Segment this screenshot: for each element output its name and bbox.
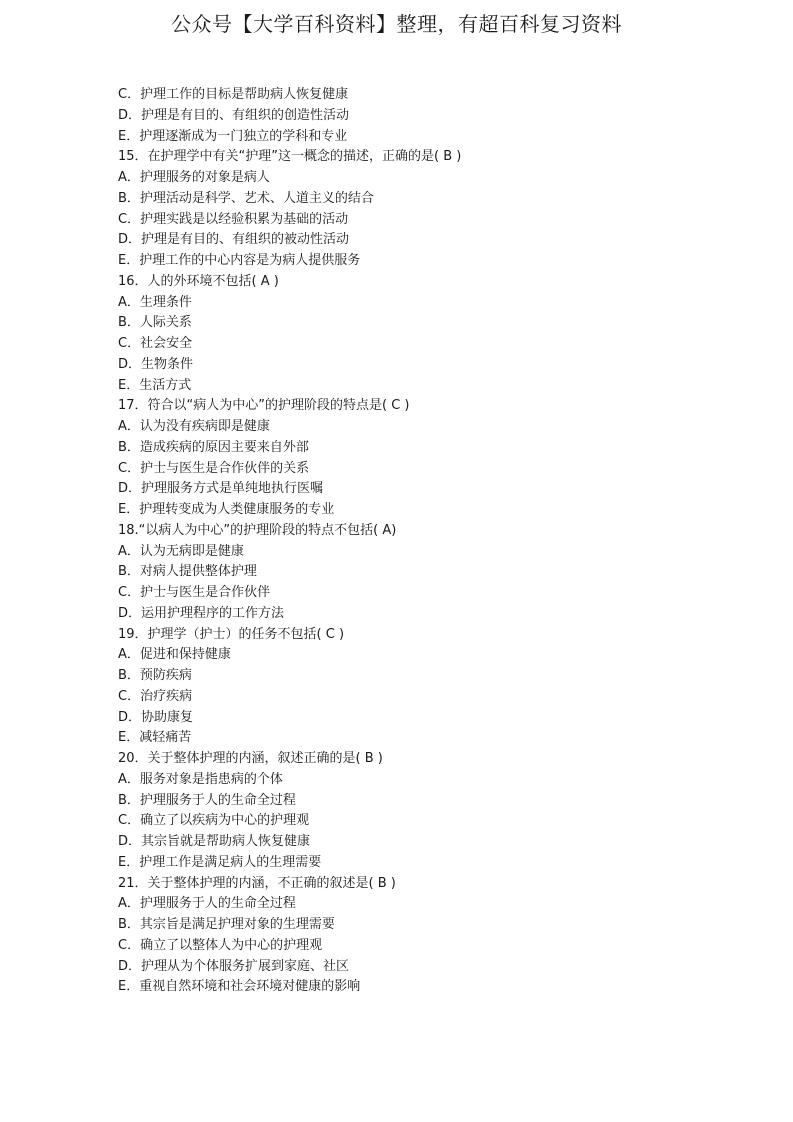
answer-option: E．护理工作是满足病人的生理需要 — [118, 854, 322, 870]
answer-option: D．护理服务方式是单纯地执行医嘱 — [118, 481, 324, 497]
text-line: C．护理工作的目标是帮助病人恢复健康 — [118, 87, 349, 102]
answer-option: D．生物条件 — [118, 356, 194, 372]
answer-option: D．协助康复 — [118, 709, 194, 725]
answer-option: D．运用护理程序的工作方法 — [118, 605, 285, 621]
answer-option: B．预防疾病 — [118, 668, 192, 683]
answer-option: E．护理转变成为人类健康服务的专业 — [118, 502, 335, 517]
answer-option: A．促进和保持健康 — [118, 647, 231, 663]
answer-option: A．认为无病即是健康 — [118, 543, 244, 559]
answer-option: B．其宗旨是满足护理对象的生理需要 — [118, 917, 335, 932]
answer-option: B．护理服务于人的生命全过程 — [118, 792, 296, 808]
answer-option: E．减轻痛苦 — [118, 730, 192, 746]
answer-option: D．护理从为个体服务扩展到家庭、社区 — [118, 958, 350, 974]
question-stem: 17．符合以“病人为中心”的护理阶段的特点是( C ) — [118, 398, 410, 414]
answer-option: C．社会安全 — [118, 336, 193, 351]
answer-option: C．护士与医生是合作伙伴的关系 — [118, 460, 310, 476]
answer-option: E．生活方式 — [118, 377, 192, 393]
answer-option: D．护理是有目的、有组织的被动性活动 — [118, 232, 350, 248]
answer-option: E．护理工作的中心内容是为病人提供服务 — [118, 253, 361, 268]
text-line: E．护理逐渐成为一门独立的学科和专业 — [118, 128, 348, 144]
page-header: 公众号【大学百科资料】整理，有超百科复习资料 — [171, 12, 622, 36]
answer-option: B．护理活动是科学、艺术、人道主义的结合 — [118, 190, 374, 206]
question-stem: 16．人的外环境不包括( A ) — [118, 273, 279, 289]
question-stem: 21．关于整体护理的内涵，不正确的叙述是( B ) — [118, 875, 396, 891]
answer-option: A．护理服务于人的生命全过程 — [118, 896, 296, 912]
answer-option: A．服务对象是指患病的个体 — [118, 771, 283, 787]
answer-option: C．治疗疾病 — [118, 688, 193, 704]
answer-option: B．对病人提供整体护理 — [118, 564, 257, 580]
answer-option: A．认为没有疾病即是健康 — [118, 419, 270, 434]
answer-option: C．护士与医生是合作伙伴 — [118, 585, 271, 600]
answer-option: C．确立了以整体人为中心的护理观 — [118, 937, 323, 953]
text-line: D．护理是有目的、有组织的创造性活动 — [118, 107, 350, 123]
question-stem: 18.“以病人为中心”的护理阶段的特点不包括( A) — [118, 522, 397, 538]
answer-option: B．人际关系 — [118, 315, 192, 331]
answer-option: A．护理服务的对象是病人 — [118, 170, 270, 185]
answer-option: E．重视自然环境和社会环境对健康的影响 — [118, 979, 361, 995]
answer-option: D．其宗旨就是帮助病人恢复健康 — [118, 834, 311, 849]
answer-option: A．生理条件 — [118, 294, 192, 310]
answer-option: C．确立了以疾病为中心的护理观 — [118, 813, 310, 829]
question-list — [118, 85, 738, 998]
question-stem: 15．在护理学中有关“护理”这一概念的描述，正确的是( B ) — [118, 149, 462, 165]
question-stem: 19．护理学（护士）的任务不包括( C ) — [118, 626, 345, 642]
answer-option: B．造成疾病的原因主要来自外部 — [118, 439, 309, 455]
answer-option: C．护理实践是以经验积累为基础的活动 — [118, 211, 349, 227]
question-stem: 20．关于整体护理的内涵，叙述正确的是( B ) — [118, 751, 383, 766]
